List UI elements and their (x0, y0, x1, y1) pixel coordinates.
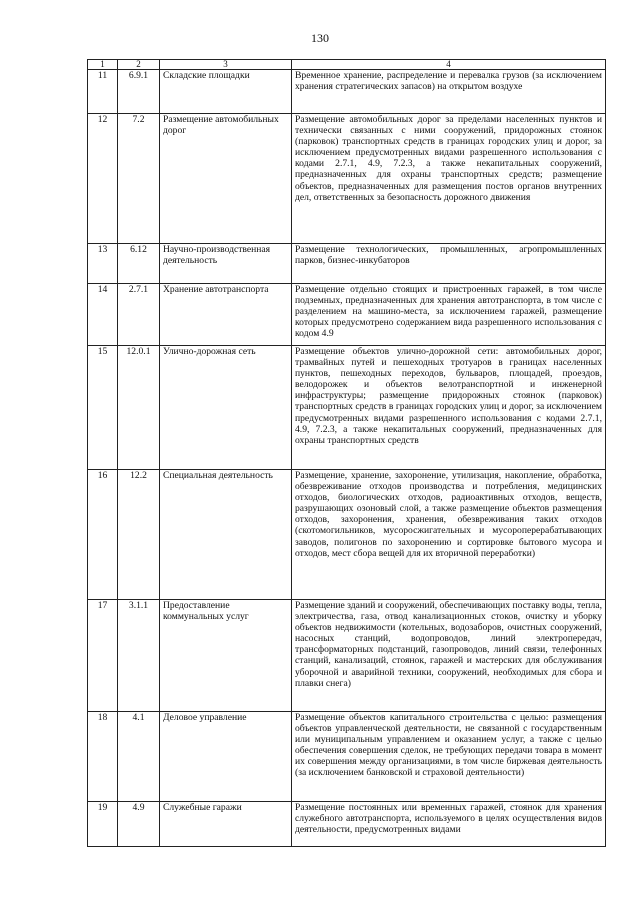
use-code: 7.2 (118, 114, 160, 244)
use-description: Размещение объектов капитального строительства с целью: размещения объектов управленческой деятельности, не связанной с государственным или муниципальным управлением и оказанием услуг, а также с целью обеспечения совершения сделок, не требующих передачи товара в момент их совершения между организациями, в том числе биржевая деятельность (за исключением банковской и страховой деятельности) (292, 712, 606, 802)
row-number: 11 (88, 70, 118, 114)
row-number: 19 (88, 802, 118, 847)
header-cell: 3 (160, 60, 292, 70)
page-number: 130 (311, 31, 329, 45)
use-name: Предоставление коммунальных услуг (160, 600, 292, 712)
use-name: Деловое управление (160, 712, 292, 802)
use-name: Складские площадки (160, 70, 292, 114)
table-row (88, 346, 606, 470)
use-name: Научно-производственная деятельность (160, 244, 292, 284)
table-row (88, 114, 606, 244)
use-name: Размещение автомобильных дорог (160, 114, 292, 244)
use-name: Служебные гаражи (160, 802, 292, 847)
use-description: Размещение отдельно стоящих и пристроенных гаражей, в том числе подземных, предназначенных для хранения автотранспорта, в том числе с разделением на машино-места, за исключением гаражей, размещение которых предусмотрено содержанием вида разрешенного использования с кодом 4.9 (292, 284, 606, 346)
row-number: 18 (88, 712, 118, 802)
table-header-row (88, 60, 606, 70)
use-description: Размещение объектов улично-дорожной сети: автомобильных дорог, трамвайных путей и пешеходных тротуаров в границах населенных пунктов, пешеходных переходов, бульваров, площадей, проездов, велодорожек и объектов велотранспортной и инженерной инфраструктуры; размещение придорожных стоянок (парковок) транспортных средств в границах городских улиц и дорог, за исключением предусмотренных видами разрешенного использования с кодами 2.7.1, 4.9, 7.2.3, а также некапитальных сооружений, предназначенных для охраны транспортных средств (292, 346, 606, 470)
use-code: 6.9.1 (118, 70, 160, 114)
use-description: Размещение автомобильных дорог за пределами населенных пунктов и технически связанных с ними сооружений, придорожных стоянок (парковок) транспортных средств в границах городских улиц и дорог, за исключением предусмотренных видами разрешенного использования с кодами 2.7.1, 4.9, 7.2.3, а также некапитальных сооружений, предназначенных для охраны транспортных средств; размещение объектов, предназначенных для размещения постов органов внутренних дел, ответственных за безопасность дорожного движения (292, 114, 606, 244)
row-number: 16 (88, 470, 118, 600)
use-code: 2.7.1 (118, 284, 160, 346)
use-code: 12.2 (118, 470, 160, 600)
land-use-table (87, 59, 606, 847)
use-name: Специальная деятельность (160, 470, 292, 600)
table-row (88, 712, 606, 802)
row-number: 12 (88, 114, 118, 244)
use-code: 12.0.1 (118, 346, 160, 470)
row-number: 17 (88, 600, 118, 712)
use-name: Улично-дорожная сеть (160, 346, 292, 470)
use-description: Размещение технологических, промышленных, агропромышленных парков, бизнес-инкубаторов (292, 244, 606, 284)
row-number: 14 (88, 284, 118, 346)
use-name: Хранение автотранспорта (160, 284, 292, 346)
use-code: 4.9 (118, 802, 160, 847)
use-description: Размещение зданий и сооружений, обеспечивающих поставку воды, тепла, электричества, газа, отвод канализационных стоков, очистку и уборку объектов недвижимости (котельных, водозаборов, очистных сооружений, насосных станций, водопроводов, линий электропередач, трансформаторных подстанций, газопроводов, линий связи, телефонных станций, канализаций, стоянок, гаражей и мастерских для обслуживания уборочной и аварийной техники, сооружений, необходимых для сбора и плавки снега) (292, 600, 606, 712)
use-description: Размещение постоянных или временных гаражей, стоянок для хранения служебного автотранспорта, используемого в целях осуществления видов деятельности, предусмотренных видами (292, 802, 606, 847)
table-row (88, 802, 606, 847)
header-cell: 2 (118, 60, 160, 70)
header-cell: 4 (292, 60, 606, 70)
table-row (88, 284, 606, 346)
table-row (88, 244, 606, 284)
table-row (88, 70, 606, 114)
use-code: 4.1 (118, 712, 160, 802)
row-number: 13 (88, 244, 118, 284)
use-description: Временное хранение, распределение и перевалка грузов (за исключением хранения стратегических запасов) на открытом воздухе (292, 70, 606, 114)
table-row (88, 600, 606, 712)
use-code: 3.1.1 (118, 600, 160, 712)
use-code: 6.12 (118, 244, 160, 284)
header-cell: 1 (88, 60, 118, 70)
row-number: 15 (88, 346, 118, 470)
use-description: Размещение, хранение, захоронение, утилизация, накопление, обработка, обезвреживание отходов производства и потребления, медицинских отходов, биологических отходов, радиоактивных отходов, веществ, разрушающих озоновый слой, а также размещение объектов размещения отходов, захоронения, хранения, обезвреживания таких отходов (скотомогильников, мусоросжигательных и мусороперерабатывающих заводов, полигонов по захоронению и сортировке бытового мусора и отходов, мест сбора вещей для их вторичной переработки) (292, 470, 606, 600)
table-row (88, 470, 606, 600)
